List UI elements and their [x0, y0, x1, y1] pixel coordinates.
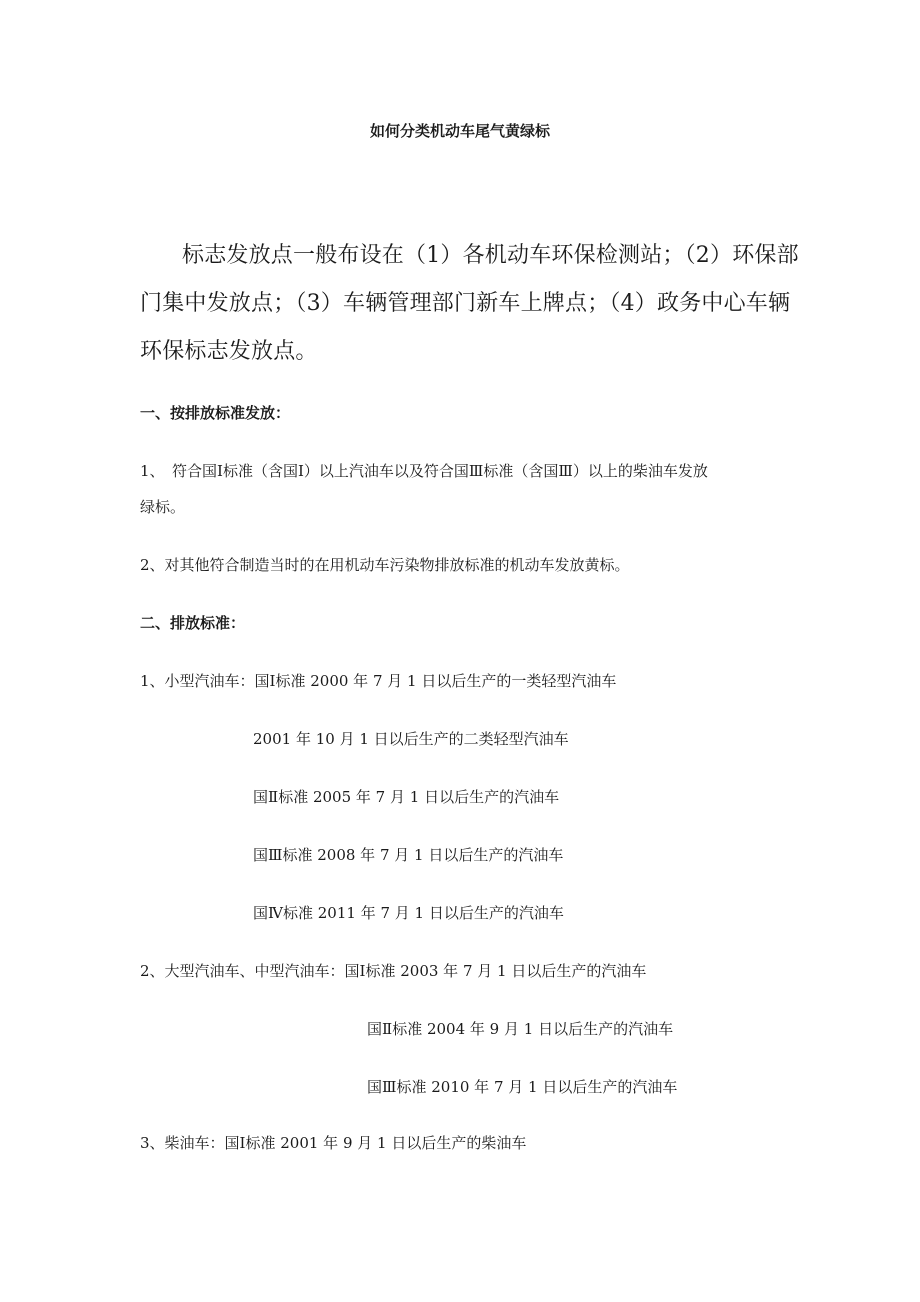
document-title: 如何分类机动车尾气黄绿标 — [369, 122, 550, 140]
intro-paragraph-line-2: 门集中发放点；（3）车辆管理部门新车上牌点；（4）政务中心车辆 — [140, 291, 791, 316]
large-medium-gasoline-standard-1: 2、大型汽油车、中型汽油车：国Ⅰ标准 2003 年 7 月 1 日以后生产的汽油车 — [140, 962, 647, 980]
diesel-standard-1: 3、柴油车：国Ⅰ标准 2001 年 9 月 1 日以后生产的柴油车 — [140, 1134, 527, 1152]
small-gasoline-standard-5: 国Ⅳ标准 2011 年 7 月 1 日以后生产的汽油车 — [253, 904, 564, 922]
issuance-item-1: 1、 符合国Ⅰ标准（含国Ⅰ）以上汽油车以及符合国Ⅲ标准（含国Ⅲ）以上的柴油车发放 — [140, 462, 708, 480]
section-heading-standards: 二、排放标准： — [140, 614, 246, 632]
small-gasoline-standard-1: 1、小型汽油车：国Ⅰ标准 2000 年 7 月 1 日以后生产的一类轻型汽油车 — [140, 672, 617, 690]
large-medium-gasoline-standard-3: 国Ⅲ标准 2010 年 7 月 1 日以后生产的汽油车 — [367, 1078, 678, 1096]
intro-paragraph-line-1: 标志发放点一般布设在（1）各机动车环保检测站；（2）环保部 — [182, 243, 799, 268]
large-medium-gasoline-standard-2: 国Ⅱ标准 2004 年 9 月 1 日以后生产的汽油车 — [367, 1020, 674, 1038]
section-heading-issuance: 一、按排放标准发放： — [140, 404, 291, 422]
intro-paragraph-line-3: 环保标志发放点。 — [140, 339, 318, 364]
small-gasoline-standard-2: 2001 年 10 月 1 日以后生产的二类轻型汽油车 — [253, 730, 569, 748]
issuance-item-1-continued: 绿标。 — [140, 498, 186, 516]
issuance-item-2: 2、对其他符合制造当时的在用机动车污染物排放标准的机动车发放黄标。 — [140, 556, 630, 574]
small-gasoline-standard-3: 国Ⅱ标准 2005 年 7 月 1 日以后生产的汽油车 — [253, 788, 560, 806]
small-gasoline-standard-4: 国Ⅲ标准 2008 年 7 月 1 日以后生产的汽油车 — [253, 846, 564, 864]
